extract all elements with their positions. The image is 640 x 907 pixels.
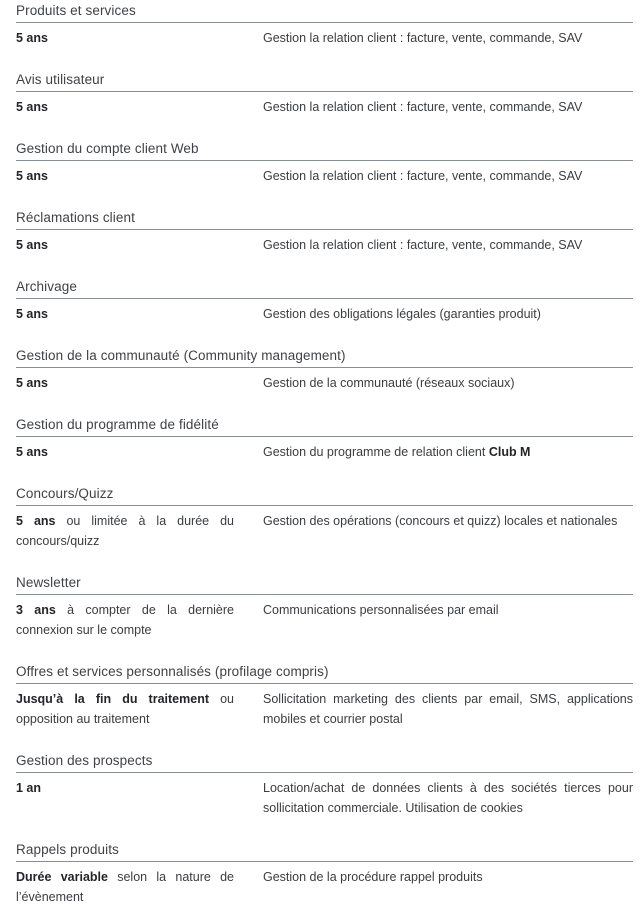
table-row [16, 161, 633, 186]
purpose-text: Gestion la relation client : facture, vente, commande, SAV [263, 100, 583, 114]
retention-section [16, 141, 633, 186]
table-row [16, 862, 633, 907]
section-title: Gestion des prospects [16, 753, 633, 773]
purpose-cell [263, 442, 633, 462]
purpose-text: Gestion du programme de relation client [263, 445, 489, 459]
duration-bold-text: 5 ans [16, 376, 48, 390]
purpose-text: Sollicitation marketing des clients par email, SMS, applications mobiles et courrier postal [263, 692, 633, 726]
duration-bold-text: 5 ans [16, 307, 48, 321]
duration-cell [16, 166, 234, 186]
duration-cell [16, 600, 234, 640]
section-title: Rappels produits [16, 842, 633, 862]
section-title: Gestion du compte client Web [16, 141, 633, 161]
retention-section [16, 3, 633, 48]
section-title: Réclamations client [16, 210, 633, 230]
duration-cell [16, 304, 234, 324]
table-row [16, 437, 633, 462]
purpose-cell [263, 97, 633, 117]
section-title: Newsletter [16, 575, 633, 595]
duration-rest-text: selon la nature de l’évènement [16, 870, 234, 904]
retention-section [16, 348, 633, 393]
purpose-text: Gestion la relation client : facture, vente, commande, SAV [263, 169, 583, 183]
duration-cell [16, 442, 234, 462]
duration-bold-text: 5 ans [16, 31, 48, 45]
purpose-cell [263, 778, 633, 818]
table-row [16, 684, 633, 729]
retention-section [16, 842, 633, 907]
purpose-cell [263, 867, 633, 907]
purpose-cell [263, 28, 633, 48]
retention-section [16, 417, 633, 462]
table-row [16, 230, 633, 255]
section-title: Archivage [16, 279, 633, 299]
duration-bold-text: 5 ans [16, 100, 48, 114]
table-row [16, 92, 633, 117]
duration-cell [16, 28, 234, 48]
retention-section [16, 72, 633, 117]
retention-section [16, 753, 633, 818]
duration-bold-text: 5 ans [16, 514, 56, 528]
duration-bold-text: 5 ans [16, 169, 48, 183]
duration-rest-text: ou opposition au traitement [16, 692, 234, 726]
purpose-cell [263, 689, 633, 729]
purpose-text: Gestion la relation client : facture, vente, commande, SAV [263, 238, 583, 252]
retention-section [16, 210, 633, 255]
duration-bold-text: 5 ans [16, 445, 48, 459]
purpose-cell [263, 304, 633, 324]
duration-cell [16, 373, 234, 393]
section-title: Gestion de la communauté (Community management) [16, 348, 633, 368]
duration-cell [16, 867, 234, 907]
retention-section [16, 664, 633, 729]
retention-section [16, 486, 633, 551]
duration-cell [16, 511, 234, 551]
retention-table [16, 0, 633, 907]
table-row [16, 506, 633, 551]
duration-rest-text: à compter de la dernière connexion sur le compte [16, 603, 234, 637]
purpose-text: Gestion des opérations (concours et quizz) locales et nationales [263, 514, 618, 528]
purpose-text: Gestion de la procédure rappel produits [263, 870, 483, 884]
duration-bold-text: Jusqu’à la fin du traitement [16, 692, 209, 706]
retention-section [16, 279, 633, 324]
purpose-cell [263, 511, 633, 551]
purpose-bold-text: Club M [488, 445, 531, 459]
section-title: Offres et services personnalisés (profilage compris) [16, 664, 633, 684]
section-title: Gestion du programme de fidélité [16, 417, 633, 437]
purpose-cell [263, 166, 633, 186]
duration-cell [16, 97, 234, 117]
purpose-text: Gestion de la communauté (réseaux sociaux) [263, 376, 515, 390]
section-title: Produits et services [16, 3, 633, 23]
purpose-cell [263, 235, 633, 255]
duration-bold-text: 3 ans [16, 603, 56, 617]
purpose-cell [263, 373, 633, 393]
table-row [16, 595, 633, 640]
section-title: Avis utilisateur [16, 72, 633, 92]
retention-section [16, 575, 633, 640]
purpose-text: Gestion des obligations légales (garanties produit) [263, 307, 541, 321]
section-title: Concours/Quizz [16, 486, 633, 506]
purpose-text: Location/achat de données clients à des sociétés tierces pour sollicitation commerciale. Utilisation de cookies [263, 781, 633, 815]
table-row [16, 773, 633, 818]
duration-rest-text: ou limitée à la durée du concours/quizz [16, 514, 234, 548]
duration-bold-text: Durée variable [16, 870, 108, 884]
duration-bold-text: 5 ans [16, 238, 48, 252]
table-row [16, 368, 633, 393]
duration-bold-text: 1 an [16, 781, 42, 795]
duration-cell [16, 689, 234, 729]
purpose-cell [263, 600, 633, 640]
duration-cell [16, 235, 234, 255]
table-row [16, 23, 633, 48]
purpose-text: Gestion la relation client : facture, vente, commande, SAV [263, 31, 583, 45]
table-row [16, 299, 633, 324]
purpose-text: Communications personnalisées par email [263, 603, 499, 617]
duration-cell [16, 778, 234, 818]
